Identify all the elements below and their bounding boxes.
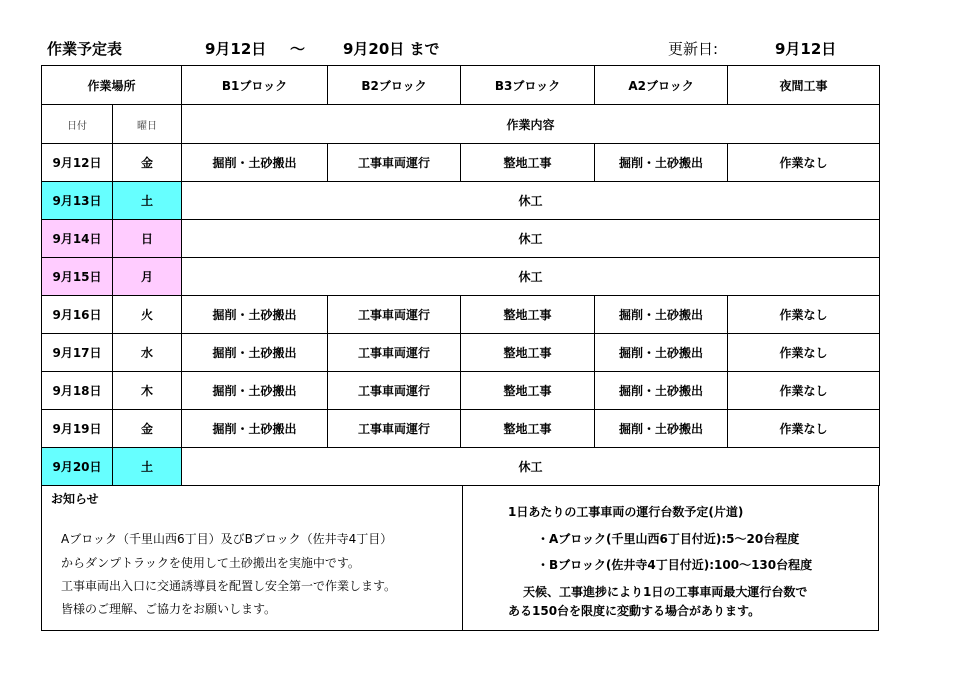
holiday-cell: 休工 — [182, 220, 880, 258]
weekday-column-header: 曜日 — [113, 105, 182, 144]
work-cell: 整地工事 — [461, 296, 595, 334]
date-cell: 9月15日 — [42, 258, 113, 296]
work-cell: 作業なし — [728, 144, 880, 182]
weekday-cell: 火 — [113, 296, 182, 334]
work-cell: 工事車両運行 — [328, 410, 461, 448]
traffic-note: 天候、工事進捗により1日の工事車両最大運行台数で — [523, 585, 808, 599]
block-header: 夜間工事 — [728, 66, 880, 105]
block-header: B3ブロック — [461, 66, 595, 105]
period-end: 9月20日 まで — [343, 40, 440, 58]
work-cell: 整地工事 — [461, 144, 595, 182]
block-header: A2ブロック — [595, 66, 728, 105]
holiday-cell: 休工 — [182, 258, 880, 296]
work-cell: 掘削・土砂搬出 — [182, 334, 328, 372]
work-cell: 掘削・土砂搬出 — [182, 296, 328, 334]
table-row — [42, 182, 880, 220]
date-cell: 9月18日 — [42, 372, 113, 410]
block-header: B1ブロック — [182, 66, 328, 105]
work-cell: 作業なし — [728, 372, 880, 410]
work-cell: 掘削・土砂搬出 — [595, 334, 728, 372]
work-cell: 掘削・土砂搬出 — [595, 144, 728, 182]
weekday-cell: 月 — [113, 258, 182, 296]
schedule-rows — [42, 144, 880, 486]
traffic-a-block: ・Aブロック(千里山西6丁目付近):5～20台程度 — [537, 532, 800, 546]
table-row — [42, 258, 880, 296]
notice-title: お知らせ — [51, 492, 99, 506]
holiday-cell: 休工 — [182, 182, 880, 220]
table-row — [42, 372, 880, 410]
work-cell: 作業なし — [728, 296, 880, 334]
weekday-cell: 水 — [113, 334, 182, 372]
notice-line: 皆様のご理解、ご協力をお願いします。 — [61, 602, 277, 616]
location-header: 作業場所 — [42, 66, 182, 105]
table-row — [42, 220, 880, 258]
traffic-b-block: ・Bブロック(佐井寺4丁目付近):100～130台程度 — [537, 558, 813, 572]
work-cell: 工事車両運行 — [328, 372, 461, 410]
table-row — [42, 448, 880, 486]
schedule-table — [41, 65, 880, 486]
date-cell: 9月16日 — [42, 296, 113, 334]
updated-date: 9月12日 — [775, 40, 837, 58]
weekday-cell: 土 — [113, 182, 182, 220]
content-column-header: 作業内容 — [182, 105, 880, 144]
work-cell: 掘削・土砂搬出 — [182, 410, 328, 448]
weekday-cell: 日 — [113, 220, 182, 258]
work-cell: 整地工事 — [461, 410, 595, 448]
weekday-cell: 木 — [113, 372, 182, 410]
work-cell: 工事車両運行 — [328, 334, 461, 372]
work-cell: 整地工事 — [461, 372, 595, 410]
notice-box — [41, 486, 879, 631]
table-row — [42, 144, 880, 182]
work-cell: 工事車両運行 — [328, 144, 461, 182]
page-title: 作業予定表 — [47, 40, 123, 58]
notice-line: 工事車両出入口に交通誘導員を配置し安全第一で作業します。 — [61, 579, 397, 593]
table-header-row — [42, 66, 880, 105]
block-header: B2ブロック — [328, 66, 461, 105]
holiday-cell: 休工 — [182, 448, 880, 486]
date-cell: 9月19日 — [42, 410, 113, 448]
work-cell: 掘削・土砂搬出 — [182, 372, 328, 410]
notice-line: Aブロック（千里山西6丁目）及びBブロック（佐井寺4丁目） — [61, 532, 393, 546]
period-start: 9月12日 — [205, 40, 267, 58]
traffic-title: 1日あたりの工事車両の運行台数予定(片道) — [508, 505, 744, 519]
work-cell: 掘削・土砂搬出 — [182, 144, 328, 182]
work-cell: 作業なし — [728, 410, 880, 448]
date-column-header: 日付 — [42, 105, 113, 144]
work-cell: 掘削・土砂搬出 — [595, 372, 728, 410]
date-cell: 9月17日 — [42, 334, 113, 372]
weekday-cell: 土 — [113, 448, 182, 486]
weekday-cell: 金 — [113, 410, 182, 448]
updated-label: 更新日: — [668, 40, 719, 58]
table-subheader-row — [42, 105, 880, 144]
date-cell: 9月13日 — [42, 182, 113, 220]
work-cell: 工事車両運行 — [328, 296, 461, 334]
date-cell: 9月14日 — [42, 220, 113, 258]
date-cell: 9月20日 — [42, 448, 113, 486]
work-cell: 掘削・土砂搬出 — [595, 296, 728, 334]
table-row — [42, 296, 880, 334]
notice-line: からダンプトラックを使用して土砂搬出を実施中です。 — [61, 556, 360, 570]
table-row — [42, 410, 880, 448]
traffic-note: ある150台を限度に変動する場合があります。 — [508, 604, 761, 618]
table-row — [42, 334, 880, 372]
weekday-cell: 金 — [113, 144, 182, 182]
notice-divider — [462, 486, 463, 630]
period-tilde: ～ — [290, 40, 306, 58]
work-cell: 掘削・土砂搬出 — [595, 410, 728, 448]
work-cell: 整地工事 — [461, 334, 595, 372]
date-cell: 9月12日 — [42, 144, 113, 182]
work-cell: 作業なし — [728, 334, 880, 372]
